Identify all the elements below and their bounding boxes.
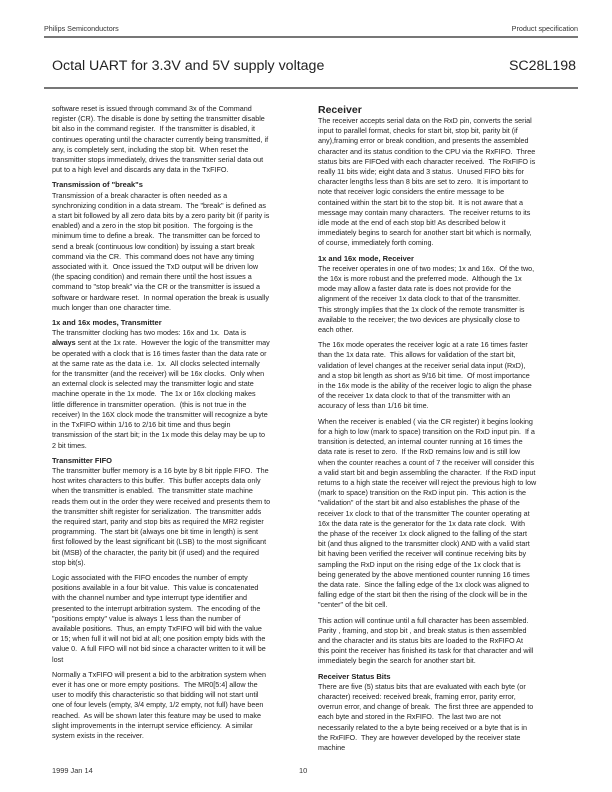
paragraph: The 16x mode operates the receiver logic at a rate 16 times faster than the 1x data rate. This allows for validation of the start bit, validation of level changes at the receiver serial data input (RxD), and a stop bit length as short as 9/16 bit time. Of most importance in the 16x mode is the ability of the receiver logic to align the phase of the receiver 1x data clock to that of the transmitter with an accuracy of less than 1/16 bit time. bbox=[318, 340, 532, 411]
text: The transmitter clocking has two modes: 16x and 1x. Data is bbox=[52, 328, 247, 338]
paragraph: There are five (5) status bits that are evaluated with each byte (or character) received: received break, framing error, parity error, overrun error, and change of break. The first three are appended to each byte and stored in the RxFIFO. The last two are not necessarily related to the a byte being received or a byte that is in the RxFIFO. They are however developed by the receiver state machine bbox=[318, 681, 534, 752]
document-title: Octal UART for 3.3V and 5V supply voltage bbox=[52, 58, 325, 74]
text: sent at the 1x rate. However the logic of the transmitter may be operated with a clock that is 16 times faster than the data rate or at the same rate as the data i.e. 1x. All clocks selected internally for the transmitter (and the receiver) will be 16x clocks. Only when an external clock is selected may the transmitter logic and state machine operate in the 1x mode. The 1x or 16x clocking makes little difference in transmitter operation. (this is not true in the receiver) In the 16X clock mode the transmitter will recognize a byte in the TxFIFO within 1/16 to 2/16 bit time and thus begin transmission of the start bit; in the 1x mode this delay may be up to 2 bit times. bbox=[52, 338, 270, 450]
section-heading: 1x and 16x mode, Receiver bbox=[318, 253, 414, 263]
paragraph: Logic associated with the FIFO encodes the number of empty positions available in a four bit value. This value is concatenated with the channel number and type interrupt type identifier and presented to the interrupt arbitration system. The encoding of the "positions empty" value is always 1 less than the number of available positions. Thus, an empty TxFIFO will bid with the value or 15; when full it will not bid at all; one position empty bids with the value 0. A full FIFO will not bid since a character written to it will be lost bbox=[52, 572, 266, 664]
paragraph: Normally a TxFIFO will present a bid to the arbitration system when ever it has one or more empty positions. The MR0[5:4] allow the user to modify this characteristic so that bidding will not start until one of four levels (empty, 3/4 empty, 1/2 empty, not full) have been reached. As will be shown later this feature may be used to make slight improvements in the interrupt service efficiency. A similar system exists in the receiver. bbox=[52, 669, 266, 740]
paragraph: When the receiver is enabled ( via the CR register) it begins looking for a high to low (mark to space) transition on the RxD input pin. If a transition is detected, an internal counter running at 16 times the data rate is reset to zero. If the RxD remains low and is still low when the counter reaches a count of 7 the receiver will consider this a valid start bit and begin assembling the character. If the RxD input returns to a high state the receiver will reject the previous high to low (mark to space) transition on the RxD input pin. This action is the "validation" of the start bit and also establishes the phase of the receiver 1x clock to that of the transmitter The counter operating at 16x the data rate is the generator for the 1x data rate clock. With the phase of the receiver 1x clock aligned to the falling of the start bit (and thus aligned to the transmitter clock) AND with a valid start bit having been verified the receiver will continue receiving bits by sampling the RxD input on the rising edge of the 1x clock that is being generated by the above mentioned counter running 16 times the data rate. Since the falling edge of the 1x clock was aligned to falling edge of the start bit then the rising of the clock will be in the "center" of the bit cell. bbox=[318, 416, 537, 610]
right-column bbox=[318, 104, 580, 758]
section-heading: Receiver Status Bits bbox=[318, 671, 391, 681]
paragraph: The receiver accepts serial data on the RxD pin, converts the serial input to parallel format, checks for start bit, stop bit, parity bit (if any),framing error or break condition, and presents the assembled character and its status condition to the CPU via the RxFIFO. Three status bits are FIFOed with each character received. The RxFIFO is really 11 bits wide; eight data and 3 status. Unused FIFO bits for character lengths less than 8 bits are set to zero. It is important to note that receiver logic considers the entire message to be contained within the start bit to the stop bit. It is not aware that a message may contain many characters. The receiver returns to its idle mode at the end of each stop bit! As described below it immediately begins to search for another start bit which is normally, of course, immediately forth coming. bbox=[318, 116, 536, 248]
part-number: SC28L198 bbox=[508, 58, 576, 74]
footer-date: 1999 Jan 14 bbox=[52, 766, 93, 775]
paragraph: The receiver operates in one of two modes; 1x and 16x. Of the two, the 16x is more robust and the preferred mode. Although the 1x mode may allow a faster data rate is does not provide for the alignment of the receiver 1x data clock to that of the transmitter. This strongly implies that the 1x clock of the remote transmitter is available to the receiver; the two devices are physically close to each other. bbox=[318, 263, 535, 335]
section-heading: Transmission of "break"s bbox=[52, 180, 143, 190]
paragraph bbox=[52, 328, 310, 450]
emphasis: always bbox=[52, 338, 76, 348]
paragraph: The transmitter buffer memory is a 16 byte by 8 bit ripple FIFO. The host writes characters to this buffer. This buffer accepts data only when the transmitter is enabled. The transmitter state machine reads them out in the order they were received and presents them to the transmitter shift register for serialization. The transmitter adds the required start, parity and stop bits as required the MR2 register programming. The start bit (always one bit time in length) is sent first followed by the least significant bit (LSB) to the most significant bit (MSB) of the character, the parity bit (if used) and the required stop bit(s). bbox=[52, 465, 271, 567]
company-name: Philips Semiconductors bbox=[44, 24, 119, 33]
paragraph: This action will continue until a full character has been assembled. Parity , framing, and stop bit , and break status is then assembled and the character and its status bits are loaded to the RxFIFO At this point the receiver has finished its task for that character and will immediately begin the search for another start bit. bbox=[318, 615, 534, 666]
document-type: Product specification bbox=[511, 24, 578, 33]
page-number: 10 bbox=[299, 766, 308, 775]
section-heading: Receiver bbox=[318, 104, 362, 116]
header-rule-top bbox=[44, 36, 578, 38]
paragraph: software reset is issued through command 3x of the Command register (CR). The disable is done by setting the transmitter disable bit also in the command register. If the transmitter is disabled, it continues operating until the character currently being transmitted, if any, is completely sent, including the stop bit. When reset the transmitter stops immediately, drives the transmitter serial data out put to a high level and discards any data in the TxFIFO. bbox=[52, 104, 269, 175]
section-heading: 1x and 16x modes, Transmitter bbox=[52, 318, 162, 328]
header-rule-bottom bbox=[44, 87, 578, 89]
section-heading: Transmitter FIFO bbox=[52, 455, 113, 465]
left-column bbox=[52, 104, 310, 746]
paragraph: Transmission of a break character is often needed as a synchronizing condition in a data stream. The "break" is defined as a start bit followed by all zero data bits by a zero parity bit (if parity is enabled) and a zero in the stop bit position. The forgoing is the minimum time to define a break. The transmitter can be forced to send a break (continuous low condition) by issuing a start break command via the CR. This command does not have any timing associated with it. Once issued the TxD output will be driven low (the spacing condition) and remain there until the host issues a command to "stop break" via the CR or the transmitter is issued a software or hardware reset. In normal operation the break is usually much longer than one character time. bbox=[52, 190, 270, 312]
